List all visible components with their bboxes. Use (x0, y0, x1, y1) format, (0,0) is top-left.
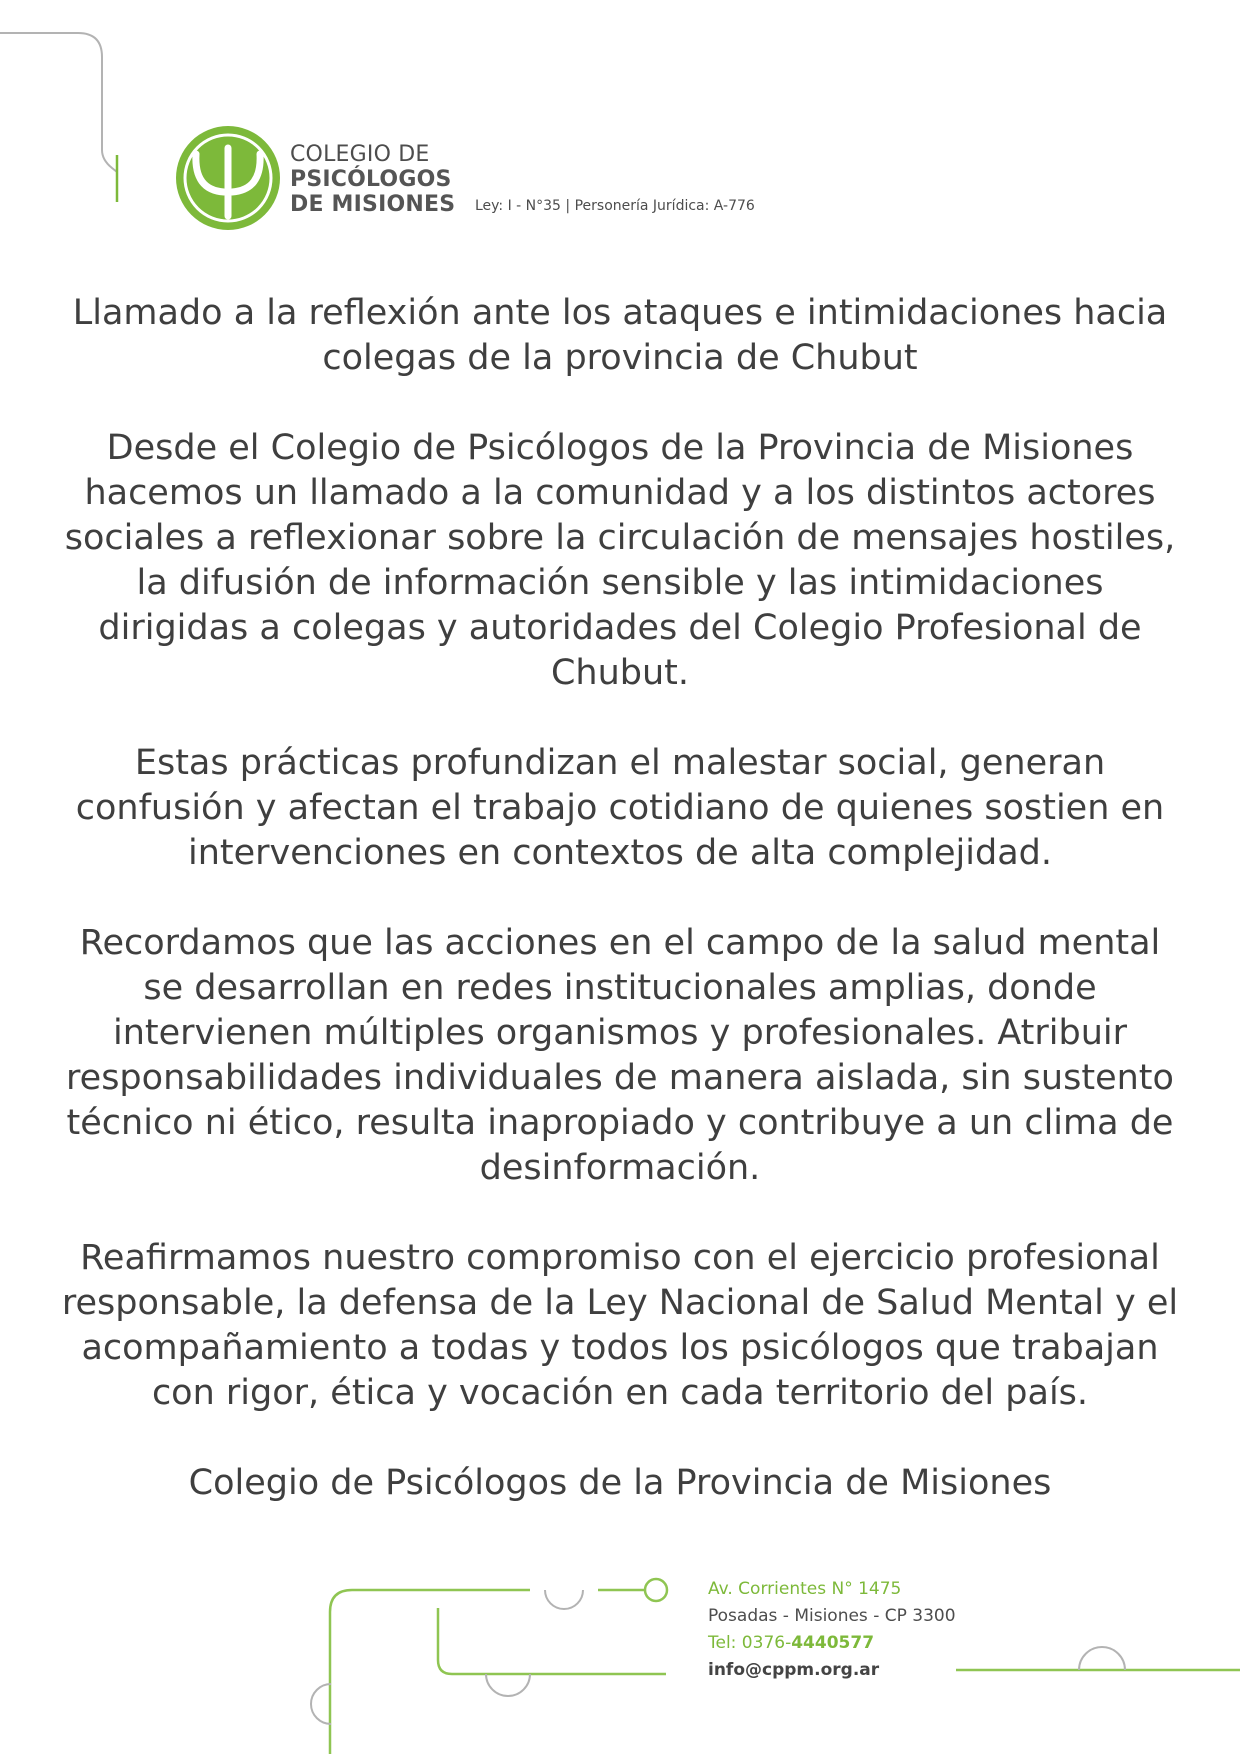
paragraph-1: Desde el Colegio de Psicólogos de la Provincia de Misiones hacemos un llamado a la comunidad y a los distintos actores sociales a reflexionar sobre la circulación de mensajes hostiles, la difusión de información sensible y las intimidaciones dirigidas a colegas y autoridades del Colegio Profesional de Chubut. (64, 428, 1176, 693)
footer-city: Posadas - Misiones - CP 3300 (708, 1606, 956, 1626)
paragraph-3: Recordamos que las acciones en el campo de la salud mental se desarrollan en redes institucionales amplias, donde intervienen múltiples organismos y profesionales. Atribuir responsabilidades individuales de manera aislada, sin sustento técnico ni ético, resulta inapropiado y contribuye a un clima de desinformación. (66, 923, 1174, 1188)
paragraph-4: Reafirmamos nuestro compromiso con el ejercicio profesional responsable, la defensa de la Ley Nacional de Salud Mental y el acompañamiento a todas y todos los psicólogos que trabajan con rigor, ética y vocación en cada territorio del país. (61, 1238, 1179, 1413)
footer-contact (708, 1576, 956, 1684)
footer-address: Av. Corrientes N° 1475 (708, 1579, 902, 1599)
psi-logo-icon (174, 124, 282, 232)
document-title: Llamado a la reflexión ante los ataques e intimidaciones hacia colegas de la provincia de Chubut (72, 293, 1168, 378)
logo-line-1: COLEGIO DE (290, 142, 430, 167)
signature: Colegio de Psicólogos de la Provincia de Misiones (188, 1463, 1052, 1503)
footer-phone (708, 1630, 956, 1657)
organization-logo-text (290, 142, 455, 217)
logo-line-3: DE MISIONES (290, 192, 456, 217)
legal-registration-text: Ley: I - N°35 | Personería Jurídica: A-776 (475, 198, 755, 214)
footer-email[interactable]: info@cppm.org.ar (708, 1660, 880, 1680)
footer-phone-prefix: Tel: 0376- (708, 1633, 792, 1653)
document-body (60, 291, 1180, 1506)
logo-line-2: PSICÓLOGOS (290, 167, 452, 192)
paragraph-2: Estas prácticas profundizan el malestar social, generan confusión y afectan el trabajo cotidiano de quienes sostien en intervenciones en contextos de alta complejidad. (75, 743, 1165, 873)
footer-phone-number: 4440577 (791, 1633, 875, 1653)
